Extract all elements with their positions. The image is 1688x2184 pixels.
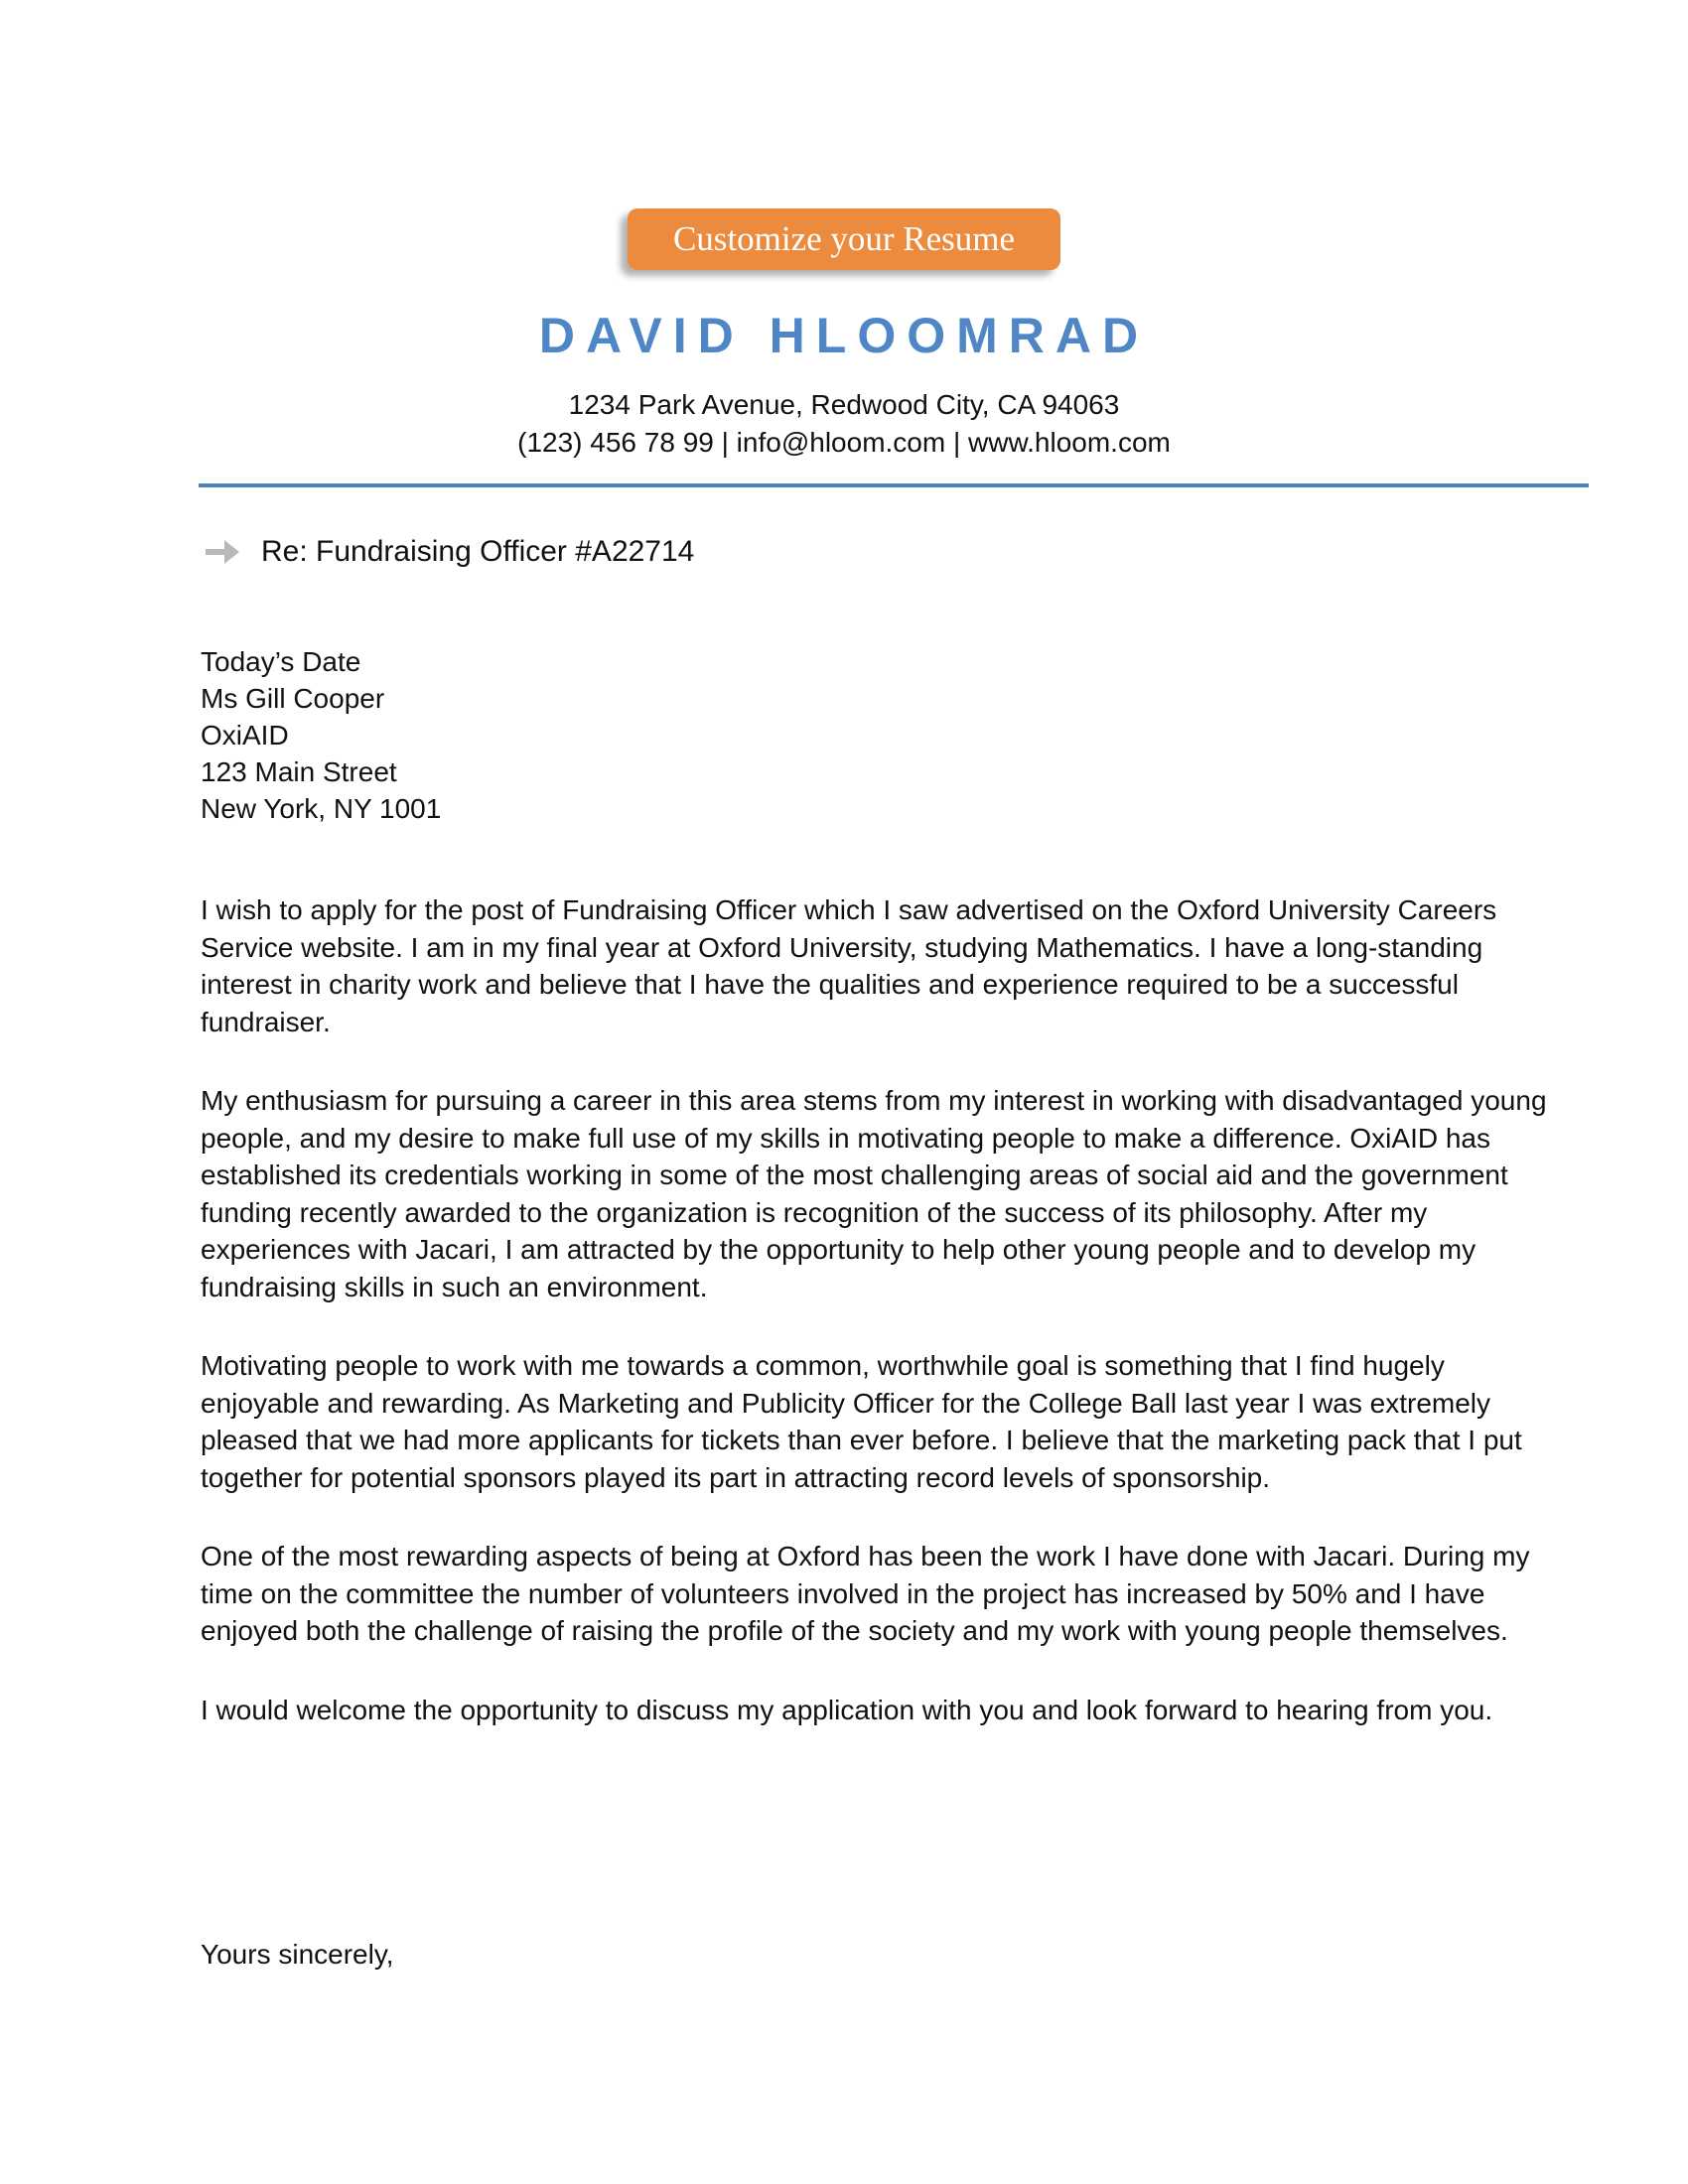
- closing-salutation: Yours sincerely,: [201, 1939, 394, 1970]
- banner-row: [0, 208, 1688, 270]
- subject-line: [204, 532, 694, 572]
- address-line: 1234 Park Avenue, Redwood City, CA 94063: [568, 389, 1120, 420]
- recipient-line-org: OxiAID: [201, 720, 289, 751]
- recipient-line-street: 123 Main Street: [201, 756, 397, 787]
- right-arrow-icon: [204, 538, 241, 566]
- paragraph-intro: I wish to apply for the post of Fundraising Officer which I saw advertised on the Oxford University Careers Service website. I am in my final year at Oxford University, studying Mathematics. I have a long-standing interest in charity work and believe that I have the qualities and experience required to be a successful fundraiser.: [201, 894, 1497, 1037]
- paragraph-enthusiasm: My enthusiasm for pursuing a career in this area stems from my interest in working with disadvantaged young people, and my desire to make full use of my skills in motivating people to make a difference. OxiAID has established its credentials working in some of the most challenging areas of social aid and the government funding recently awarded to the organization is recognition of the success of its philosophy. After my experiences with Jacari, I am attracted by the opportunity to help other young people and to develop my fundraising skills in such an environment.: [201, 1085, 1547, 1302]
- recipient-line-city: New York, NY 1001: [201, 793, 442, 824]
- candidate-name: DAVID HLOOMRAD: [538, 308, 1150, 363]
- subject-text: Re: Fundraising Officer #A22714: [261, 535, 695, 568]
- letter-body: [201, 891, 1569, 1770]
- paragraph-welcome: I would welcome the opportunity to discuss my application with you and look forward to hearing from you.: [201, 1694, 1493, 1725]
- header-divider: [199, 483, 1589, 487]
- recipient-block: [201, 643, 441, 827]
- paragraph-jacari: One of the most rewarding aspects of being at Oxford has been the work I have done with Jacari. During my time on the committee the number of volunteers involved in the project has increased by 50% and I have enjoyed both the challenge of raising the profile of the society and my work with young people themselves.: [201, 1541, 1530, 1646]
- right-arrow-icon-shape: [206, 540, 239, 564]
- customize-resume-button[interactable]: Customize your Resume: [628, 208, 1060, 270]
- recipient-line-date: Today’s Date: [201, 646, 361, 677]
- recipient-line-name: Ms Gill Cooper: [201, 683, 385, 714]
- paragraph-motivating: Motivating people to work with me towards a common, worthwhile goal is something that I find hugely enjoyable and rewarding. As Marketing and Publicity Officer for the College Ball last year I was extremely pleased that we had more applicants for tickets than ever before. I believe that the marketing pack that I put together for potential sponsors played its part in attracting record levels of sponsorship.: [201, 1350, 1522, 1493]
- contact-line: (123) 456 78 99 | info@hloom.com | www.hloom.com: [517, 427, 1171, 458]
